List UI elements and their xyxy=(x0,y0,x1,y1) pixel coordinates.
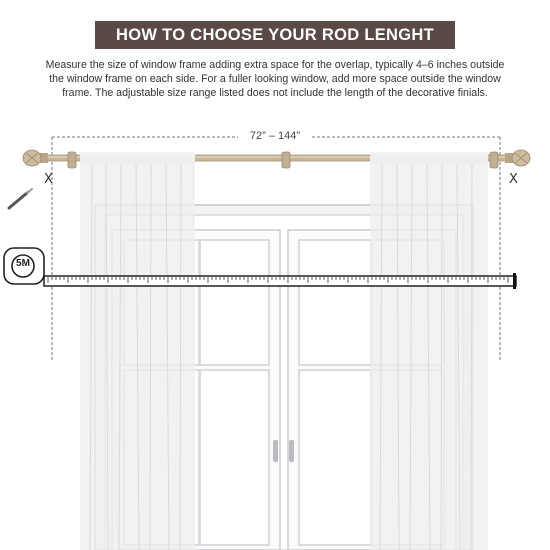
finial-right-icon xyxy=(505,150,530,166)
mark-right-icon: X xyxy=(509,172,518,187)
description-line-3: frame. The adjustable size range listed does not include the length of the decorative finials. xyxy=(62,87,488,99)
finial-left-icon xyxy=(23,150,48,166)
rod-bracket-left xyxy=(68,152,76,168)
door-handle-right xyxy=(289,440,294,462)
tape-length-label: 5M xyxy=(16,258,30,269)
size-range-label: 72” – 144” xyxy=(240,130,310,142)
rod-bracket-right xyxy=(490,152,498,168)
description-line-1: Measure the size of window frame adding extra space for the overlap, typically 4–6 inches outside xyxy=(45,59,505,71)
door-handle-left xyxy=(273,440,278,462)
mark-left-icon: X xyxy=(44,172,53,187)
description-line-2: the window frame on each side. For a fuller looking window, add more space outside the window xyxy=(49,73,501,85)
curtain-left xyxy=(80,152,195,550)
pencil-icon xyxy=(9,189,32,208)
curtain-right xyxy=(370,152,488,550)
rod-bracket-center xyxy=(282,152,290,168)
page-title: HOW TO CHOOSE YOUR ROD LENGHT xyxy=(116,25,434,44)
